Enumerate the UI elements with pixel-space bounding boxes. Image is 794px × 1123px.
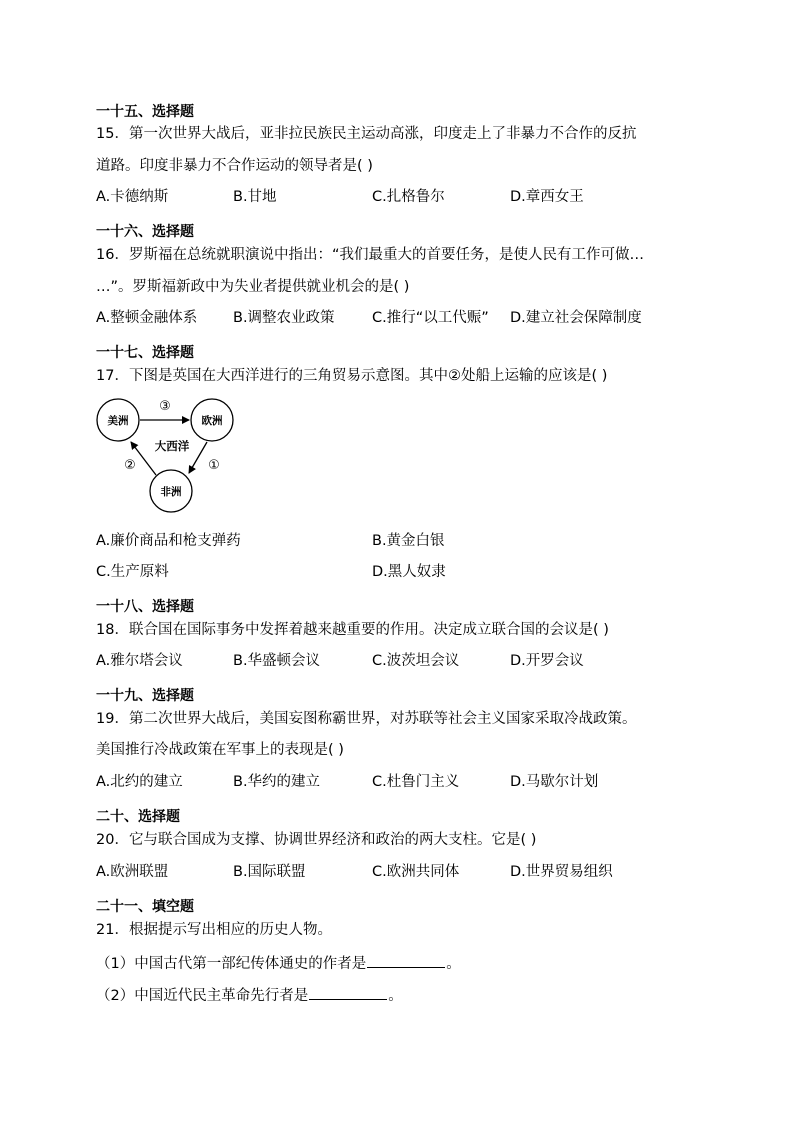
question-16-line-2: …”。罗斯福新政中为失业者提供就业机会的是( ): [96, 279, 410, 295]
q20-option-d[interactable]: D.世界贸易组织: [510, 864, 613, 880]
q16-option-d[interactable]: D.建立社会保障制度: [510, 310, 642, 326]
q15-option-c[interactable]: C.扎格鲁尔: [372, 189, 445, 205]
q16-option-c[interactable]: C.推行“以工代赈”: [372, 310, 489, 326]
section-heading-21: 二十一、填空题: [96, 899, 194, 915]
africa-label: 非洲: [160, 486, 182, 498]
section-heading-17: 一十七、选择题: [96, 345, 194, 361]
blank-1-end: 。: [446, 956, 461, 972]
question-21-blank-1: [96, 953, 461, 974]
blank-1-prompt: （1）中国古代第一部纪传体通史的作者是: [96, 956, 367, 972]
route-3-mark: ③: [159, 399, 171, 414]
q17-option-a[interactable]: A.廉价商品和枪支弹药: [96, 533, 241, 549]
blank-1-answer-line[interactable]: [367, 953, 445, 968]
route-2-mark: ②: [124, 458, 136, 473]
route-1-arrow: [189, 442, 207, 473]
q17-option-b[interactable]: B.黄金白银: [372, 533, 445, 549]
q18-option-c[interactable]: C.波茨坦会议: [372, 653, 460, 669]
q16-option-a[interactable]: A.整顿金融体系: [96, 310, 198, 326]
q20-option-c[interactable]: C.欧洲共同体: [372, 864, 460, 880]
question-15-line-1: 15．第一次世界大战后，亚非拉民族民主运动高涨，印度走上了非暴力不合作的反抗: [96, 126, 637, 142]
question-15-line-2: 道路。印度非暴力不合作运动的领导者是( ): [96, 158, 373, 174]
triangular-trade-diagram: [94, 395, 244, 520]
q19-option-c[interactable]: C.杜鲁门主义: [372, 774, 460, 790]
q20-option-a[interactable]: A.欧洲联盟: [96, 864, 169, 880]
question-19-line-1: 19．第二次世界大战后，美国妄图称霸世界，对苏联等社会主义国家采取冷战政策。: [96, 711, 637, 727]
q15-option-d[interactable]: D.章西女王: [510, 189, 584, 205]
section-heading-15: 一十五、选择题: [96, 104, 194, 120]
q19-option-b[interactable]: B.华约的建立: [233, 774, 321, 790]
question-19-line-2: 美国推行冷战政策在军事上的表现是( ): [96, 742, 344, 758]
americas-label: 美洲: [107, 415, 129, 427]
q20-option-b[interactable]: B.国际联盟: [233, 864, 306, 880]
route-1-mark: ①: [208, 458, 220, 473]
q19-option-a[interactable]: A.北约的建立: [96, 774, 183, 790]
q15-option-a[interactable]: A.卡德纳斯: [96, 189, 169, 205]
blank-2-answer-line[interactable]: [309, 985, 387, 1000]
blank-2-prompt: （2）中国近代民主革命先行者是: [96, 988, 309, 1004]
question-21-line-1: 21．根据提示写出相应的历史人物。: [96, 922, 332, 938]
question-20-line-1: 20．它与联合国成为支撑、协调世界经济和政治的两大支柱。它是( ): [96, 832, 537, 848]
q17-option-c[interactable]: C.生产原料: [96, 564, 169, 580]
question-17-line-1: 17．下图是英国在大西洋进行的三角贸易示意图。其中②处船上运输的应该是( ): [96, 368, 608, 384]
q18-option-d[interactable]: D.开罗会议: [510, 653, 584, 669]
section-heading-19: 一十九、选择题: [96, 688, 194, 704]
q18-option-b[interactable]: B.华盛顿会议: [233, 653, 321, 669]
blank-2-end: 。: [388, 988, 403, 1004]
q16-option-b[interactable]: B.调整农业政策: [233, 310, 335, 326]
ocean-label: 大西洋: [154, 439, 190, 453]
section-heading-20: 二十、选择题: [96, 809, 180, 825]
question-16-line-1: 16．罗斯福在总统就职演说中指出：“我们最重大的首要任务，是使人民有工作可做…: [96, 247, 644, 263]
q17-option-d[interactable]: D.黑人奴隶: [372, 564, 446, 580]
q19-option-d[interactable]: D.马歇尔计划: [510, 774, 599, 790]
section-heading-18: 一十八、选择题: [96, 599, 194, 615]
europe-label: 欧洲: [201, 415, 223, 427]
q15-option-b[interactable]: B.甘地: [233, 189, 277, 205]
q18-option-a[interactable]: A.雅尔塔会议: [96, 653, 183, 669]
question-18-line-1: 18．联合国在国际事务中发挥着越来越重要的作用。决定成立联合国的会议是( ): [96, 622, 609, 638]
question-21-blank-2: [96, 985, 403, 1006]
section-heading-16: 一十六、选择题: [96, 224, 194, 240]
